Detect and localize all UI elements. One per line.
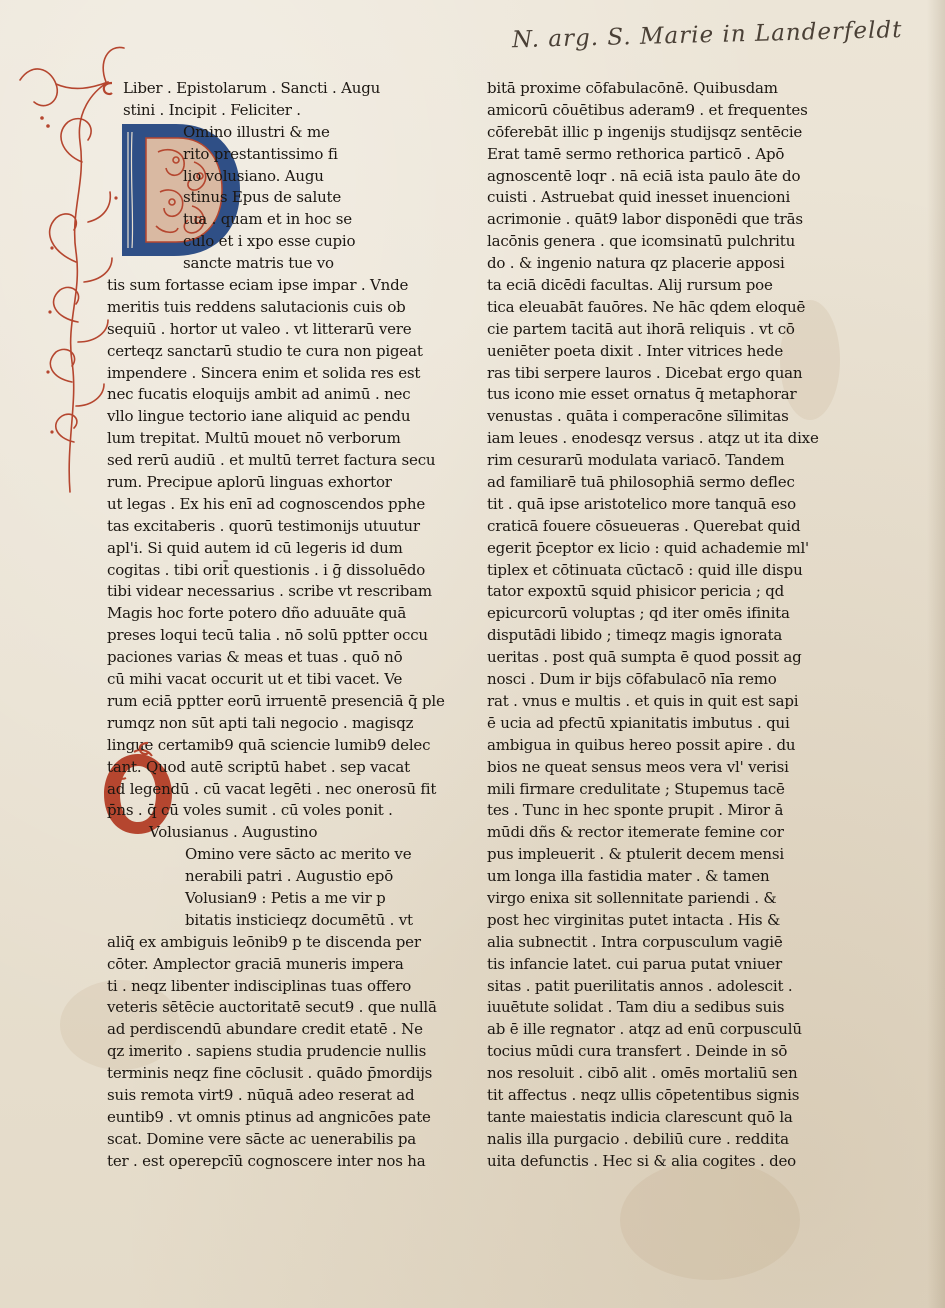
text-line: rim cesurarū modulata variacō. Tandem [487, 451, 785, 470]
text-line: Magis hoc forte potero dño aduuāte quā [107, 604, 407, 623]
text-line: Volusianus . Augustino [149, 823, 318, 842]
text-line: sitas . patit puerilitatis annos . adolescit . [487, 976, 793, 995]
text-line: lio volusiano. Augu [183, 166, 324, 185]
text-line: tica eleuabāt fauōres. Ne hāc qdem eloquē [487, 297, 806, 316]
text-line: tus icono mie esset ornatus q̄ metaphorar [487, 385, 797, 404]
red-paragraph-mark [138, 742, 150, 756]
text-line: tit . quā ipse aristotelico more tanquā eso [487, 494, 796, 513]
text-line: nerabili patri . Augustio epō [185, 867, 394, 886]
text-line: Liber . Epistolarum . Sancti . Augu [123, 79, 381, 97]
right-text-column [487, 78, 819, 1173]
text-line: ti . neqz libenter indisciplinas tuas offero [107, 976, 412, 995]
text-line: meritis tuis reddens salutacionis cuis ob [107, 297, 406, 316]
text-line: ras tibi serpere lauros . Dicebat ergo quan [487, 363, 803, 382]
text-line: ē ucia ad pfectū xpianitatis imbutus . qui [487, 713, 790, 732]
paper-stain [620, 1160, 800, 1280]
text-line: tante maiestatis indicia clarescunt quō la [487, 1107, 793, 1126]
text-line: tant. Quod autē scriptū habet . sep vacat [107, 757, 410, 776]
text-line: cie partem tacitā aut ihorā reliquis . vt cō [487, 319, 795, 338]
text-line: bitā proxime cōfabulacōnē. Quibusdam [487, 79, 778, 97]
text-line: agnoscentē loqr . nā eciā ista paulo āte do [487, 166, 801, 185]
text-line: sancte matris tue vo [183, 254, 334, 273]
page-edge-shadow [927, 0, 945, 1308]
text-line: rumqz non sūt apti tali negocio . magisqz [107, 713, 414, 732]
text-line: iuuētute solidat . Tam diu a sedibus suis [487, 998, 785, 1017]
text-line: tocius mūdi cura transfert . Deinde in sō [487, 1042, 788, 1061]
text-line: virgo enixa sit sollennitate pariendi . & [487, 888, 777, 907]
text-line: sequiū . hortor ut valeo . vt litterarū vere [107, 319, 412, 338]
text-line: tes . Tunc in hec sponte prupit . Miror ā [487, 801, 784, 820]
text-line: tas excitaberis . quorū testimonijs utuutur [107, 516, 420, 535]
text-line: uita defunctis . Hec si & alia cogites . deo [487, 1151, 796, 1170]
text-line: tua . quam et in hoc se [183, 210, 352, 229]
text-line: preses loqui tecū talia . nō solū pptter occu [107, 626, 428, 645]
text-line: lingue certamib9 quā sciencie lumib9 delec [107, 735, 431, 754]
text-line: paciones varias & meas et tuas . quō nō [107, 648, 403, 667]
text-line: bios ne queat sensus meos vera vl' verisi [487, 757, 789, 776]
text-line: nalis illa purgacio . debiliū cure . reddita [487, 1129, 789, 1148]
text-line: apl'i. Si quid autem id cū legeris id dum [107, 538, 403, 557]
red-paragraph-mark [102, 82, 114, 96]
text-line: tit affectus . neqz ullis cōpetentibus signis [487, 1085, 800, 1104]
text-line: ueniēter poeta dixit . Inter vitrices hede [487, 341, 784, 360]
text-line: ta eciā dicēdi facultas. Alij rursum poe [487, 276, 773, 295]
text-line: scat. Domine vere sācte ac uenerabilis pa [107, 1129, 416, 1148]
text-line: ut legas . Ex his enī ad cognoscendos pphe [107, 494, 425, 513]
left-text-column [107, 78, 445, 1173]
text-line: venustas . quāta i comperacōne sīlimitas [487, 407, 789, 426]
text-line: stini . Incipit . Feliciter . [123, 100, 301, 119]
text-line: tator expoxtū squid phisicor pericia ; qd [487, 582, 785, 601]
text-line: cuisti . Astruebat quid inesset inuencioni [487, 188, 791, 207]
text-line: cū mihi vacat occurit ut et tibi vacet. Ve [107, 670, 403, 689]
text-line: alia subnectit . Intra corpusculum vagiē [487, 932, 783, 951]
text-line: do . & ingenio natura qz placerie apposi [487, 254, 785, 273]
text-line: ambigua in quibus hereo possit apire . du [487, 735, 796, 754]
text-line: stinus Epus de salute [183, 188, 342, 207]
text-line: craticā fouere cōsueueras . Querebat quid [487, 516, 801, 535]
text-line: post hec virginitas putet intacta . His & [487, 910, 781, 929]
text-line: veteris sētēcie auctoritatē secut9 . que nullā [107, 998, 437, 1017]
text-line: culo et i xpo esse cupio [183, 232, 356, 251]
text-line: ueritas . post quā sumpta ē quod possit ag [487, 648, 802, 667]
text-line: lacōnis genera . que icomsinatū pulchritu [487, 232, 796, 251]
text-line: Erat tamē sermo rethorica particō . Apō [487, 144, 785, 163]
text-line: um longa illa fastidia mater . & tamen [487, 867, 770, 886]
text-line: qz imerito . sapiens studia prudencie nullis [107, 1042, 427, 1061]
text-line: certeqz sanctarū studio te cura non pigeat [107, 341, 423, 360]
text-line: rum eciā pptter eorū irruentē presenciā q̄ ple [107, 691, 445, 710]
text-line: ter . est operepcīū cognoscere inter nos ha [107, 1151, 426, 1170]
text-line: acrimonie . quāt9 labor disponēdi que trās [487, 210, 803, 229]
text-line: rito prestantissimo fi [183, 144, 338, 163]
text-line: tis sum fortasse eciam ipse impar . Vnde [107, 276, 409, 295]
text-line: sed rerū audiū . et multū terret factura secu [107, 451, 436, 470]
text-line: disputādi libido ; timeqz magis ignorata [487, 626, 783, 645]
text-line: aliq̄ ex ambiguis leōnib9 p te discenda per [107, 932, 421, 951]
text-line: tiplex et cōtinuata cūctacō : quid ille dispu [487, 560, 803, 579]
text-line: rat . vnus e multis . et quis in quit est sapi [487, 691, 799, 710]
text-line: p̄ns . q̄ cū voles sumit . cū voles ponit . [107, 801, 393, 820]
text-line: vllo lingue tectorio iane aliquid ac pendu [107, 407, 411, 426]
text-line: mūdi dñs & rector itemerate femine cor [487, 823, 784, 842]
text-line: Omino illustri & me [183, 122, 330, 141]
text-line: Volusian9 : Petis a me vir p [185, 888, 386, 907]
text-line: ad legendū . cū vacat legēti . nec onerosū fit [107, 779, 437, 798]
text-line: pus impleuerit . & ptulerit decem mensi [487, 845, 784, 864]
text-line: nosci . Dum ir bijs cōfabulacō nīa remo [487, 670, 777, 689]
text-line: egerit p̄ceptor ex licio : quid achademie ml' [487, 538, 809, 557]
text-line: cōferebāt illic p ingenijs studijsqz sentēcie [487, 122, 803, 141]
handwritten-ownership-note: N. arg. S. Marie in Landerfeldt [511, 17, 903, 54]
text-line: mili firmare credulitate ; Stupemus tacē [487, 779, 785, 798]
text-line: bitatis insticieqz documētū . vt [185, 910, 413, 929]
text-line: nos resoluit . cibō alit . omēs mortaliū sen [487, 1064, 798, 1083]
text-line: ab ē ille regnator . atqz ad enū corpusculū [487, 1020, 802, 1039]
text-line: iam leues . enodesqz versus . atqz ut ita dixe [487, 429, 819, 448]
text-line: suis remota virt9 . nūquā adeo reserat ad [107, 1085, 415, 1104]
text-line: epicurcorū voluptas ; qd iter omēs ifinita [487, 604, 790, 623]
text-line: ad familiarē tuā philosophiā sermo deflec [487, 473, 795, 492]
text-line: amicorū cōuētibus aderam9 . et frequentes [487, 100, 808, 119]
text-line: tis infancie latet. cui parua putat vniuer [487, 954, 782, 973]
text-line: impendere . Sincera enim et solida res est [107, 363, 421, 382]
text-line: euntib9 . vt omnis ptinus ad angnicōes pate [107, 1107, 431, 1126]
text-line: rum. Precipue aplorū linguas exhortor [107, 473, 392, 492]
text-line: terminis neqz fine cōclusit . quādo p̄mordijs [107, 1064, 433, 1083]
text-line: cōter. Amplector graciā muneris impera [107, 954, 404, 973]
text-line: cogitas . tibi orit̄ questionis . i ḡ dissoluēdo [107, 560, 426, 579]
text-line: Omino vere sācto ac merito ve [185, 845, 412, 864]
text-line: lum trepitat. Multū mouet nō verborum [107, 429, 401, 448]
text-line: nec fucatis eloquijs ambit ad animū . nec [107, 385, 411, 404]
text-line: ad perdiscendū abundare credit etatē . Ne [107, 1020, 423, 1039]
text-line: tibi videar necessarius . scribe vt rescribam [107, 582, 432, 601]
